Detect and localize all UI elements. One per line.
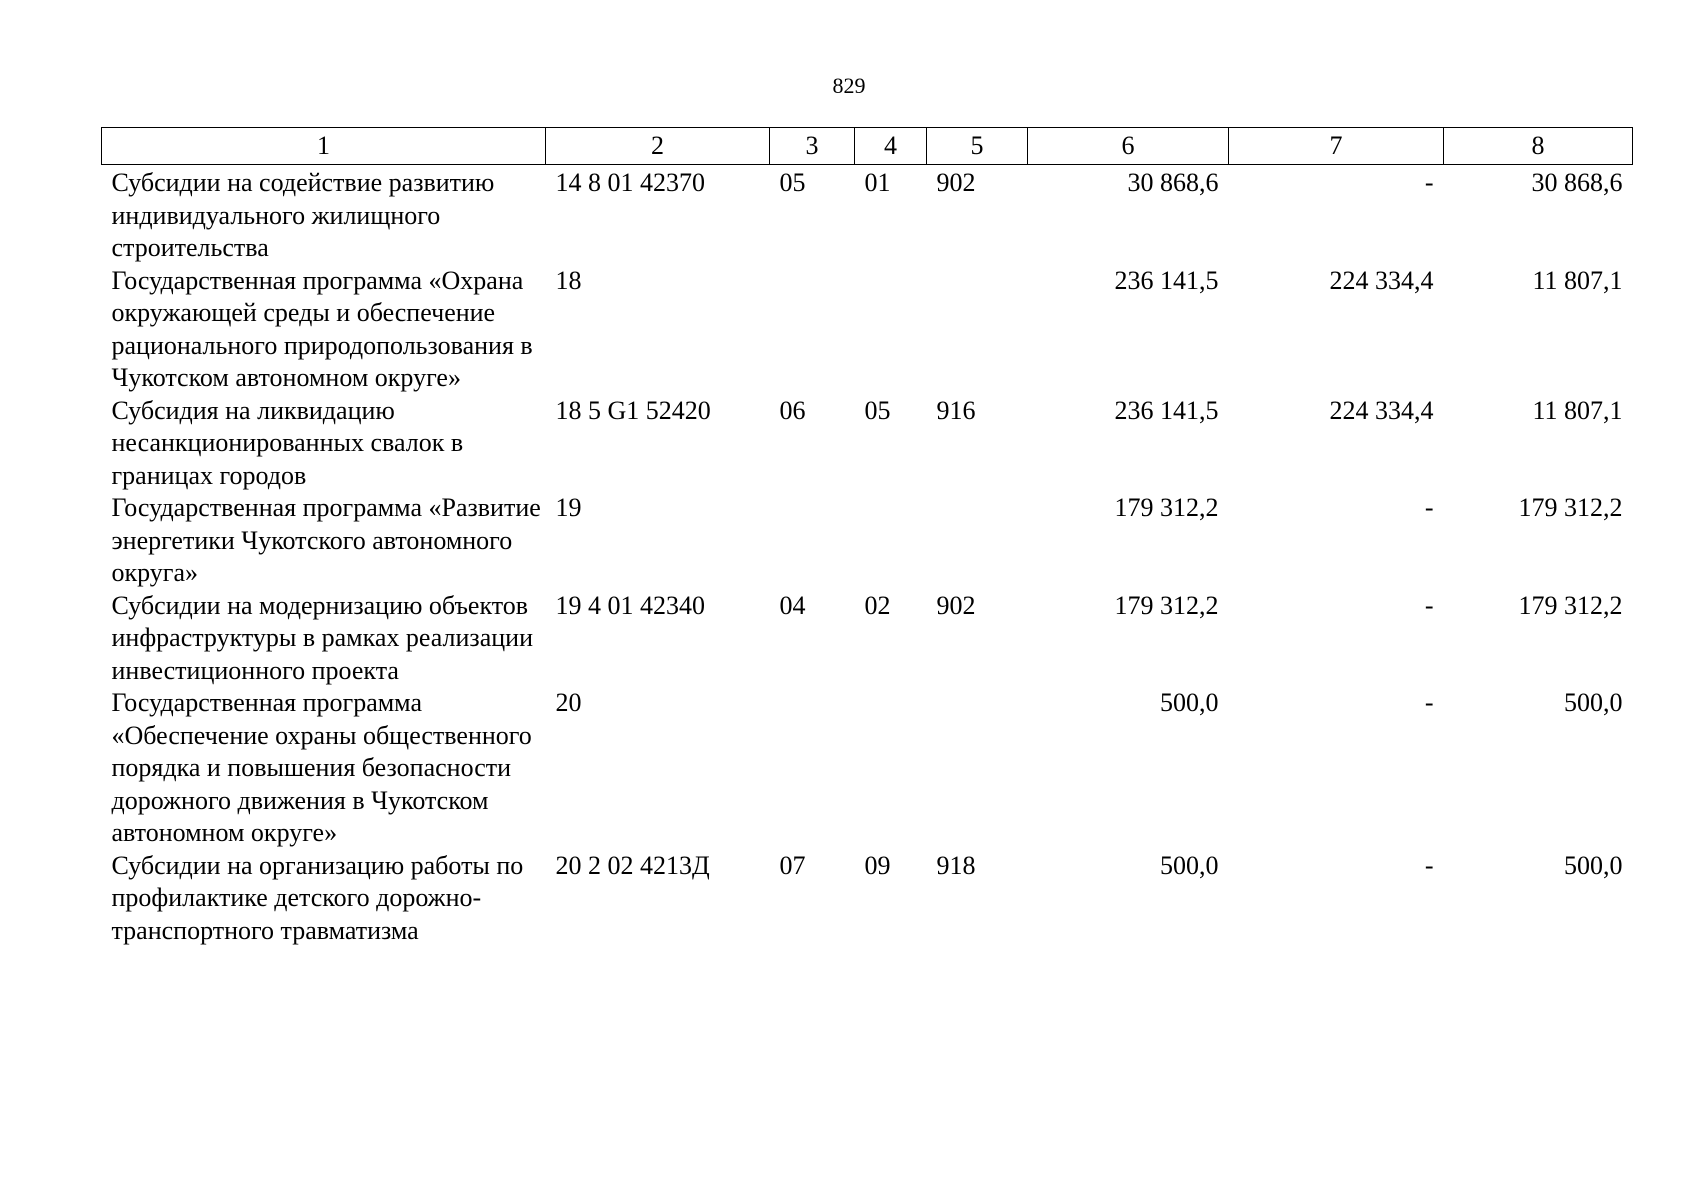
column-header: 2 bbox=[546, 128, 770, 165]
row-regional: 500,0 bbox=[1564, 850, 1623, 880]
row-section bbox=[770, 492, 855, 590]
row-target-code: 20 bbox=[555, 688, 582, 717]
row-section: 06 bbox=[779, 395, 806, 425]
row-regional: 11 807,1 bbox=[1532, 395, 1623, 425]
row-regional: 179 312,2 bbox=[1518, 590, 1623, 620]
row-administrator bbox=[927, 265, 1028, 395]
table-row bbox=[102, 850, 1633, 948]
column-header: 8 bbox=[1444, 128, 1633, 165]
row-federal: 224 334,4 bbox=[1329, 265, 1434, 295]
row-federal: 224 334,4 bbox=[1329, 395, 1434, 425]
row-target-code: 20 2 02 4213Д bbox=[555, 850, 710, 880]
table-row bbox=[102, 265, 1633, 395]
column-header: 1 bbox=[102, 128, 546, 165]
table-row bbox=[102, 165, 1633, 265]
row-subsection bbox=[855, 492, 927, 590]
row-total: 500,0 bbox=[1160, 850, 1219, 880]
row-federal: - bbox=[1424, 688, 1434, 717]
row-subsection: 05 bbox=[864, 395, 891, 425]
row-federal: - bbox=[1424, 168, 1434, 197]
row-target-code: 19 4 01 42340 bbox=[555, 590, 705, 620]
row-target-code: 14 8 01 42370 bbox=[555, 168, 705, 197]
row-regional: 30 868,6 bbox=[1531, 168, 1623, 197]
table-row bbox=[102, 395, 1633, 493]
row-name: Государственная программа «Развитие энергетики Чукотского автономного округа» bbox=[111, 493, 541, 587]
row-total: 30 868,6 bbox=[1127, 168, 1219, 197]
row-total: 179 312,2 bbox=[1114, 493, 1219, 522]
row-regional: 11 807,1 bbox=[1532, 265, 1623, 295]
row-subsection: 02 bbox=[864, 590, 891, 620]
row-target-code: 19 bbox=[555, 493, 582, 522]
row-regional: 500,0 bbox=[1564, 688, 1623, 717]
row-total: 500,0 bbox=[1160, 688, 1219, 717]
table-row bbox=[102, 492, 1633, 590]
row-name: Субсидии на организацию работы по профилактике детского дорожно-транспортного травматизма bbox=[111, 850, 524, 945]
page-number: 829 bbox=[832, 73, 866, 98]
column-header: 5 bbox=[927, 128, 1028, 165]
row-name: Субсидия на ликвидацию несанкционированных свалок в границах городов bbox=[111, 395, 464, 490]
column-header: 7 bbox=[1229, 128, 1444, 165]
row-administrator bbox=[927, 492, 1028, 590]
row-total: 236 141,5 bbox=[1114, 265, 1219, 295]
column-header: 3 bbox=[770, 128, 855, 165]
row-target-code: 18 5 G1 52420 bbox=[555, 395, 711, 425]
row-administrator: 918 bbox=[936, 850, 976, 880]
row-subsection: 01 bbox=[864, 168, 891, 197]
row-regional: 179 312,2 bbox=[1518, 493, 1623, 522]
row-total: 179 312,2 bbox=[1114, 590, 1219, 620]
row-administrator bbox=[927, 687, 1028, 850]
row-name: Субсидии на модернизацию объектов инфраструктуры в рамках реализации инвестиционного проекта bbox=[111, 590, 533, 685]
row-section: 07 bbox=[779, 850, 806, 880]
row-subsection bbox=[855, 687, 927, 850]
row-section bbox=[770, 265, 855, 395]
row-federal: - bbox=[1424, 850, 1434, 880]
row-administrator: 916 bbox=[936, 395, 976, 425]
row-name: Государственная программа «Охрана окружающей среды и обеспечение рационального природопользования в Чукотском автономном округе» bbox=[111, 265, 533, 392]
row-section: 04 bbox=[779, 590, 806, 620]
table-row bbox=[102, 590, 1633, 688]
budget-table bbox=[101, 127, 1633, 947]
table-header-row bbox=[102, 128, 1633, 165]
column-header: 4 bbox=[855, 128, 927, 165]
row-total: 236 141,5 bbox=[1114, 395, 1219, 425]
row-name: Государственная программа «Обеспечение охраны общественного порядка и повышения безопасности дорожного движения в Чукотском автономном округе» bbox=[111, 688, 532, 847]
row-administrator: 902 bbox=[936, 168, 976, 197]
column-header: 6 bbox=[1028, 128, 1229, 165]
row-name: Субсидии на содействие развитию индивидуального жилищного строительства bbox=[111, 168, 495, 262]
row-section: 05 bbox=[779, 168, 806, 197]
row-subsection bbox=[855, 265, 927, 395]
table-row bbox=[102, 687, 1633, 850]
row-federal: - bbox=[1424, 493, 1434, 522]
row-target-code: 18 bbox=[555, 265, 582, 295]
row-federal: - bbox=[1424, 590, 1434, 620]
row-section bbox=[770, 687, 855, 850]
row-administrator: 902 bbox=[936, 590, 976, 620]
row-subsection: 09 bbox=[864, 850, 891, 880]
